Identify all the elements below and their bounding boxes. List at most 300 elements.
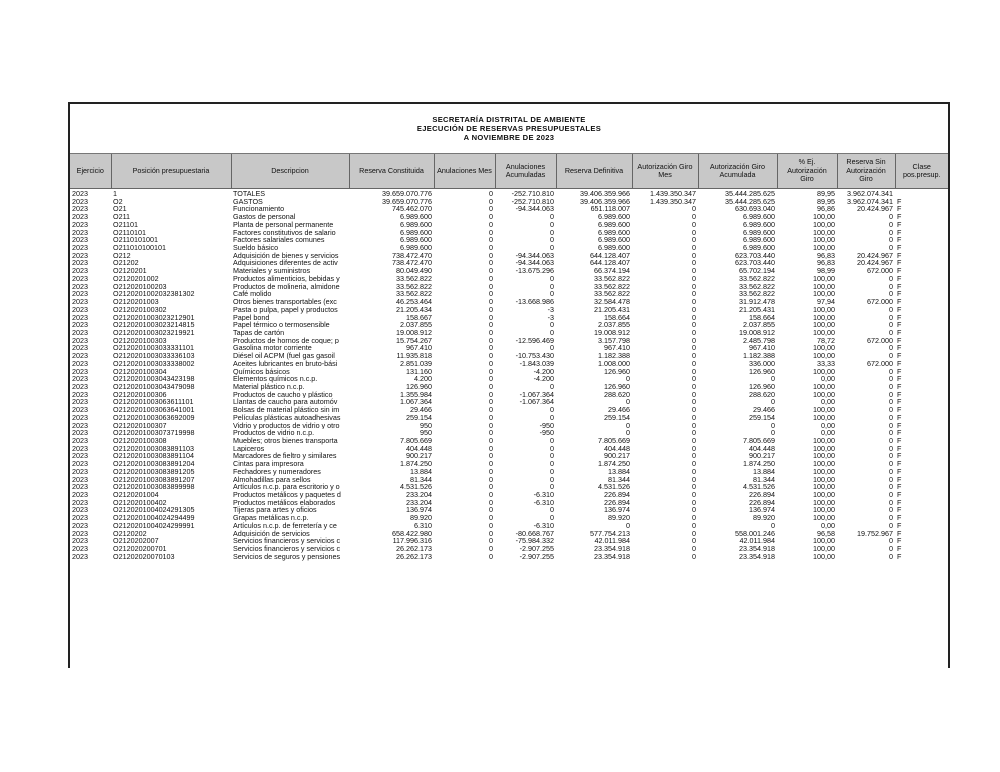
pct-ejecucion-cell: 0,00 [821,375,835,383]
pct-ejecucion-cell: 100,00 [813,491,835,499]
descripcion-cell: Factores salariales comunes [233,236,325,245]
autorizacion-giro-mes-cell: 0 [692,220,696,229]
reserva-constituida-cell: 39.659.070.776 [382,197,432,206]
table-row [70,537,948,545]
anulaciones-acumuladas-cell: -12.596.469 [515,336,554,345]
posicion-cell: O2120201003083891205 [113,467,195,476]
reserva-constituida-cell: 26.262.173 [396,552,432,561]
pct-ejecucion-cell: 96,58 [817,529,835,538]
descripcion-cell: Productos de vidrio n.c.p. [233,429,315,437]
reserva-constituida-cell: 950 [420,429,432,437]
anulaciones-mes-cell: 0 [489,375,493,383]
ejercicio-cell: 2023 [72,228,88,237]
ejercicio-cell: 2023 [72,491,88,499]
ejercicio-cell: 2023 [72,382,88,391]
autorizacion-giro-acumulada-cell: 136.974 [749,506,775,515]
reserva-constituida-cell: 404.448 [406,444,432,453]
descripcion-cell: Materiales y suministros [233,267,311,275]
autorizacion-giro-mes-cell: 1.439.350.347 [650,189,696,198]
anulaciones-mes-cell: 0 [489,267,493,275]
autorizacion-giro-mes-cell: 0 [692,205,696,214]
pct-ejecucion-cell: 100,00 [813,537,835,546]
autorizacion-giro-acumulada-cell: 226.894 [749,491,775,499]
autorizacion-giro-mes-cell: 0 [692,413,696,422]
anulaciones-acumuladas-cell: 0 [550,514,554,522]
descripcion-cell: Pasta o pulpa, papel y productos [233,305,338,314]
pct-ejecucion-cell: 100,00 [813,483,835,492]
pct-ejecucion-cell: 100,00 [813,390,835,399]
clase-cell: F [897,460,902,468]
reserva-constituida-cell: 6.310 [414,521,432,530]
anulaciones-acumuladas-cell: -6.310 [533,491,554,499]
table-row [70,344,948,352]
autorizacion-giro-acumulada-cell: 35.444.285.625 [725,189,775,198]
col-header-autorizacion-giro-acumulada: Autorización Giro Acumulada [698,154,777,189]
autorizacion-giro-acumulada-cell: 0 [771,375,775,383]
posicion-cell: O212020100402 [113,498,167,507]
anulaciones-acumuladas-cell: -1.067.364 [519,390,554,399]
reserva-constituida-cell: 33.562.822 [396,282,432,291]
ejercicio-cell: 2023 [72,274,88,283]
posicion-cell: O2120201002 [113,274,159,283]
col-header-ejercicio: Ejercicio [70,154,111,189]
clase-cell: F [897,359,902,368]
clase-cell: F [897,336,902,345]
clase-cell: F [897,197,902,206]
clase-cell: F [897,545,902,553]
autorizacion-giro-acumulada-cell: 558.001.246 [735,529,775,538]
autorizacion-giro-mes-cell: 0 [692,213,696,221]
reserva-sin-autorizacion-cell: 0 [889,514,893,522]
ejercicio-cell: 2023 [72,197,88,206]
pct-ejecucion-cell: 33,33 [817,359,835,368]
table-row [70,406,948,414]
table-row [70,337,948,345]
autorizacion-giro-acumulada-cell: 2.485.798 [743,336,775,345]
table-row [70,189,948,198]
table-row [70,205,948,213]
posicion-cell: O212020100307 [113,421,167,430]
anulaciones-mes-cell: 0 [489,298,493,306]
ejercicio-cell: 2023 [72,267,88,275]
reserva-sin-autorizacion-cell: 0 [889,552,893,561]
clase-cell: F [897,552,902,561]
autorizacion-giro-acumulada-cell: 31.912.478 [739,298,775,306]
autorizacion-giro-acumulada-cell: 336.000 [749,359,775,368]
autorizacion-giro-acumulada-cell: 4.531.526 [743,483,775,492]
clase-cell: F [897,274,902,283]
descripcion-cell: Café molido [233,290,272,299]
reserva-definitiva-cell: 32.584.478 [594,298,630,306]
clase-cell: F [897,298,902,306]
ejercicio-cell: 2023 [72,305,88,314]
descripcion-cell: Grapas metálicas n.c.p. [233,514,309,522]
anulaciones-mes-cell: 0 [489,498,493,507]
descripcion-cell: Gastos de personal [233,213,296,221]
autorizacion-giro-mes-cell: 0 [692,344,696,353]
descripcion-cell: Productos metálicos y paquetes d [233,491,341,499]
descripcion-cell: Adquisición de bienes y servicios [233,251,339,260]
pct-ejecucion-cell: 100,00 [813,220,835,229]
posicion-cell: O212020100303 [113,336,167,345]
autorizacion-giro-mes-cell: 0 [692,375,696,383]
table-row [70,229,948,237]
descripcion-cell: Bolsas de material plástico sin im [233,406,340,414]
pct-ejecucion-cell: 100,00 [813,437,835,445]
posicion-cell: O2120201003063611101 [113,398,194,407]
reserva-definitiva-cell: 1.182.388 [598,352,630,360]
posicion-cell: O2120201003033331101 [113,344,195,353]
reserva-definitiva-cell: 644.128.407 [590,251,630,260]
clase-cell: F [897,267,902,275]
reserva-sin-autorizacion-cell: 0 [889,390,893,399]
descripcion-cell: Cintas para impresora [233,460,304,468]
anulaciones-acumuladas-cell: -2.907.255 [519,552,554,561]
posicion-cell: O2120201003023212901 [113,313,195,322]
autorizacion-giro-acumulada-cell: 158.664 [749,313,775,322]
reserva-definitiva-cell: 1.874.250 [598,460,630,468]
anulaciones-mes-cell: 0 [489,390,493,399]
autorizacion-giro-acumulada-cell: 0 [771,429,775,437]
budget-reserves-table [70,154,948,561]
ejercicio-cell: 2023 [72,452,88,461]
descripcion-cell: Muebles; otros bienes transporta [233,437,338,445]
col-header-clase: Clase pos.presup. [895,154,948,189]
reserva-definitiva-cell: 66.374.194 [594,267,630,275]
org-title: SECRETARÍA DISTRITAL DE AMBIENTE [432,115,586,124]
posicion-cell: O2120201004024294499 [113,514,195,522]
pct-ejecucion-cell: 100,00 [813,274,835,283]
clase-cell: F [897,514,902,522]
anulaciones-mes-cell: 0 [489,552,493,561]
reserva-definitiva-cell: 2.037.855 [598,321,630,329]
posicion-cell: O2120201003083899998 [113,483,195,492]
table-row [70,499,948,507]
reserva-constituida-cell: 6.989.600 [400,236,432,245]
reserva-definitiva-cell: 158.664 [604,313,630,322]
reserva-definitiva-cell: 23.354.918 [594,552,630,561]
anulaciones-mes-cell: 0 [489,521,493,530]
posicion-cell: O212020100308 [113,437,167,445]
autorizacion-giro-acumulada-cell: 13.884 [753,467,775,476]
table-row [70,236,948,244]
ejercicio-cell: 2023 [72,406,88,414]
reserva-constituida-cell: 33.562.822 [396,290,432,299]
anulaciones-mes-cell: 0 [489,352,493,360]
anulaciones-mes-cell: 0 [489,328,493,337]
clase-cell: F [897,398,902,407]
reserva-definitiva-cell: 0 [626,375,630,383]
pct-ejecucion-cell: 100,00 [813,406,835,414]
ejercicio-cell: 2023 [72,529,88,538]
ejercicio-cell: 2023 [72,545,88,553]
reserva-constituida-cell: 233.204 [406,491,432,499]
autorizacion-giro-acumulada-cell: 42.011.984 [739,537,775,546]
reserva-definitiva-cell: 7.805.669 [598,437,630,445]
pct-ejecucion-cell: 100,00 [813,382,835,391]
autorizacion-giro-acumulada-cell: 0 [771,398,775,407]
descripcion-cell: Servicios de seguros y pensiones [233,552,341,561]
anulaciones-acumuladas-cell: 0 [550,475,554,484]
ejercicio-cell: 2023 [72,514,88,522]
autorizacion-giro-acumulada-cell: 226.894 [749,498,775,507]
ejercicio-cell: 2023 [72,367,88,376]
anulaciones-mes-cell: 0 [489,305,493,314]
reserva-sin-autorizacion-cell: 0 [889,475,893,484]
ejercicio-cell: 2023 [72,506,88,515]
col-header-reserva-constituida: Reserva Constituida [349,154,434,189]
table-row [70,383,948,391]
table-row [70,368,948,376]
table-row [70,422,948,430]
table-row [70,468,948,476]
reserva-definitiva-cell: 39.406.359.966 [580,189,630,198]
descripcion-cell: Productos de caucho y plástico [233,390,333,399]
reserva-sin-autorizacion-cell: 0 [889,274,893,283]
reserva-definitiva-cell: 900.217 [604,452,630,461]
table-row [70,491,948,499]
pct-ejecucion-cell: 0,00 [821,429,835,437]
descripcion-cell: Artículos n.c.p. para escritorio y o [233,483,340,492]
ejercicio-cell: 2023 [72,236,88,245]
reserva-constituida-cell: 233.204 [406,498,432,507]
anulaciones-mes-cell: 0 [489,205,493,214]
reserva-definitiva-cell: 81.344 [608,475,630,484]
autorizacion-giro-mes-cell: 0 [692,537,696,546]
reserva-definitiva-cell: 651.118.007 [590,205,630,214]
posicion-cell: O21202020070103 [113,552,175,561]
descripcion-cell: Productos de molineria, almidone [233,282,340,291]
anulaciones-acumuladas-cell: 0 [550,290,554,299]
descripcion-cell: Adquisiciones diferentes de activ [233,259,338,268]
pct-ejecucion-cell: 100,00 [813,290,835,299]
posicion-cell: O2120201003063641001 [113,406,195,414]
autorizacion-giro-mes-cell: 0 [692,406,696,414]
autorizacion-giro-acumulada-cell: 65.702.194 [739,267,775,275]
descripcion-cell: Papel térmico o termosensible [233,321,330,329]
autorizacion-giro-mes-cell: 0 [692,321,696,329]
anulaciones-acumuladas-cell: -13.675.296 [515,267,554,275]
clase-cell: F [897,406,902,414]
ejercicio-cell: 2023 [72,390,88,399]
reserva-constituida-cell: 1.874.250 [400,460,432,468]
clase-cell: F [897,506,902,515]
anulaciones-acumuladas-cell: -2.907.255 [519,545,554,553]
autorizacion-giro-mes-cell: 0 [692,336,696,345]
anulaciones-mes-cell: 0 [489,359,493,368]
table-body [70,189,948,561]
descripcion-cell: Lapiceros [233,444,265,453]
autorizacion-giro-mes-cell: 0 [692,498,696,507]
anulaciones-acumuladas-cell: 0 [550,213,554,221]
anulaciones-mes-cell: 0 [489,398,493,407]
reserva-sin-autorizacion-cell: 672.000 [867,267,893,275]
reserva-sin-autorizacion-cell: 0 [889,290,893,299]
reserva-definitiva-cell: 644.128.407 [590,259,630,268]
reserva-constituida-cell: 6.989.600 [400,220,432,229]
table-row [70,375,948,383]
pct-ejecucion-cell: 100,00 [813,313,835,322]
pct-ejecucion-cell: 100,00 [813,498,835,507]
reserva-sin-autorizacion-cell: 0 [889,244,893,252]
reserva-constituida-cell: 745.462.070 [392,205,432,214]
reserva-sin-autorizacion-cell: 672.000 [867,336,893,345]
reserva-sin-autorizacion-cell: 0 [889,537,893,546]
reserva-definitiva-cell: 4.531.526 [598,483,630,492]
reserva-definitiva-cell: 126.960 [604,367,630,376]
autorizacion-giro-acumulada-cell: 23.354.918 [739,552,775,561]
autorizacion-giro-acumulada-cell: 6.989.600 [743,244,775,252]
autorizacion-giro-mes-cell: 0 [692,437,696,445]
descripcion-cell: Vidrio y productos de vidrio y otro [233,421,340,430]
ejercicio-cell: 2023 [72,344,88,353]
reserva-sin-autorizacion-cell: 672.000 [867,298,893,306]
reserva-sin-autorizacion-cell: 0 [889,460,893,468]
reserva-constituida-cell: 738.472.470 [392,251,432,260]
table-row [70,460,948,468]
table-row [70,476,948,484]
ejercicio-cell: 2023 [72,398,88,407]
pct-ejecucion-cell: 100,00 [813,328,835,337]
pct-ejecucion-cell: 100,00 [813,467,835,476]
clase-cell: F [897,282,902,291]
anulaciones-mes-cell: 0 [489,228,493,237]
autorizacion-giro-acumulada-cell: 1.874.250 [743,460,775,468]
ejercicio-cell: 2023 [72,251,88,260]
ejercicio-cell: 2023 [72,437,88,445]
pct-ejecucion-cell: 100,00 [813,344,835,353]
clase-cell: F [897,537,902,546]
reserva-definitiva-cell: 42.011.984 [594,537,630,546]
ejercicio-cell: 2023 [72,444,88,453]
autorizacion-giro-acumulada-cell: 21.205.431 [739,305,775,314]
pct-ejecucion-cell: 100,00 [813,367,835,376]
anulaciones-acumuladas-cell: 0 [550,236,554,245]
reserva-sin-autorizacion-cell: 0 [889,328,893,337]
table-row [70,398,948,406]
table-row [70,259,948,267]
anulaciones-mes-cell: 0 [489,413,493,422]
reserva-definitiva-cell: 21.205.431 [594,305,630,314]
autorizacion-giro-mes-cell: 0 [692,328,696,337]
anulaciones-acumuladas-cell: -252.710.810 [511,197,554,206]
reserva-definitiva-cell: 3.157.798 [598,336,630,345]
posicion-cell: O2120202007 [113,537,159,546]
autorizacion-giro-acumulada-cell: 33.562.822 [739,274,775,283]
descripcion-cell: Almohadillas para sellos [233,475,311,484]
autorizacion-giro-mes-cell: 0 [692,359,696,368]
posicion-cell: O211 [113,213,131,221]
reserva-sin-autorizacion-cell: 0 [889,282,893,291]
reserva-constituida-cell: 131.160 [406,367,432,376]
anulaciones-acumuladas-cell: -94.344.063 [515,205,554,214]
ejercicio-cell: 2023 [72,498,88,507]
reserva-sin-autorizacion-cell: 0 [889,236,893,245]
reserva-definitiva-cell: 259.154 [604,413,630,422]
reserva-sin-autorizacion-cell: 0 [889,545,893,553]
autorizacion-giro-acumulada-cell: 29.466 [753,406,775,414]
reserva-constituida-cell: 15.754.267 [396,336,432,345]
table-row [70,329,948,337]
reserva-sin-autorizacion-cell: 672.000 [867,359,893,368]
clase-cell: F [897,251,902,260]
col-header-reserva-sin-autorizacion: Reserva Sin Autorización Giro [837,154,895,189]
autorizacion-giro-acumulada-cell: 6.989.600 [743,213,775,221]
descripcion-cell: TOTALES [233,189,266,198]
autorizacion-giro-acumulada-cell: 404.448 [749,444,775,453]
anulaciones-acumuladas-cell: -3 [547,313,554,322]
anulaciones-mes-cell: 0 [489,537,493,546]
anulaciones-acumuladas-cell: 0 [550,413,554,422]
table-row [70,298,948,306]
anulaciones-acumuladas-cell: 0 [550,452,554,461]
reserva-sin-autorizacion-cell: 0 [889,398,893,407]
pct-ejecucion-cell: 96,83 [817,259,835,268]
clase-cell: F [897,205,902,214]
anulaciones-mes-cell: 0 [489,437,493,445]
ejercicio-cell: 2023 [72,189,88,198]
autorizacion-giro-mes-cell: 0 [692,298,696,306]
clase-cell: F [897,413,902,422]
autorizacion-giro-acumulada-cell: 6.989.600 [743,220,775,229]
anulaciones-mes-cell: 0 [489,491,493,499]
clase-cell: F [897,452,902,461]
pct-ejecucion-cell: 89,95 [817,197,835,206]
clase-cell: F [897,352,902,360]
anulaciones-mes-cell: 0 [489,244,493,252]
table-row [70,414,948,422]
reserva-definitiva-cell: 13.884 [608,467,630,476]
reserva-constituida-cell: 117.996.316 [392,537,432,546]
report-sheet [68,102,950,668]
anulaciones-acumuladas-cell: -252.710.810 [511,189,554,198]
autorizacion-giro-mes-cell: 0 [692,352,696,360]
reserva-definitiva-cell: 136.974 [604,506,630,515]
reserva-constituida-cell: 80.049.490 [396,267,432,275]
pct-ejecucion-cell: 100,00 [813,244,835,252]
reserva-sin-autorizacion-cell: 0 [889,429,893,437]
ejercicio-cell: 2023 [72,259,88,268]
reserva-constituida-cell: 6.989.600 [400,228,432,237]
autorizacion-giro-acumulada-cell: 19.008.912 [739,328,775,337]
autorizacion-giro-acumulada-cell: 126.960 [749,382,775,391]
table-row [70,314,948,322]
posicion-cell: O2120202 [113,529,147,538]
reserva-constituida-cell: 4.200 [414,375,432,383]
reserva-sin-autorizacion-cell: 0 [889,506,893,515]
reserva-sin-autorizacion-cell: 0 [889,367,893,376]
reserva-constituida-cell: 738.472.470 [392,259,432,268]
anulaciones-mes-cell: 0 [489,382,493,391]
autorizacion-giro-acumulada-cell: 1.182.388 [743,352,775,360]
reserva-sin-autorizacion-cell: 0 [889,483,893,492]
posicion-cell: O2120201003023214815 [113,321,195,329]
reserva-sin-autorizacion-cell: 0 [889,313,893,322]
autorizacion-giro-mes-cell: 0 [692,429,696,437]
descripcion-cell: Factores constitutivos de salario [233,228,336,237]
pct-ejecucion-cell: 100,00 [813,236,835,245]
descripcion-cell: Adquisición de servicios [233,529,310,538]
autorizacion-giro-acumulada-cell: 33.562.822 [739,290,775,299]
reserva-definitiva-cell: 226.894 [604,491,630,499]
posicion-cell: O21 [113,205,127,214]
table-row [70,514,948,522]
pct-ejecucion-cell: 100,00 [813,475,835,484]
report-period: A NOVIEMBRE DE 2023 [463,133,555,142]
table-row [70,506,948,514]
pct-ejecucion-cell: 98,99 [817,267,835,275]
posicion-cell: O2120201003083891103 [113,444,195,453]
